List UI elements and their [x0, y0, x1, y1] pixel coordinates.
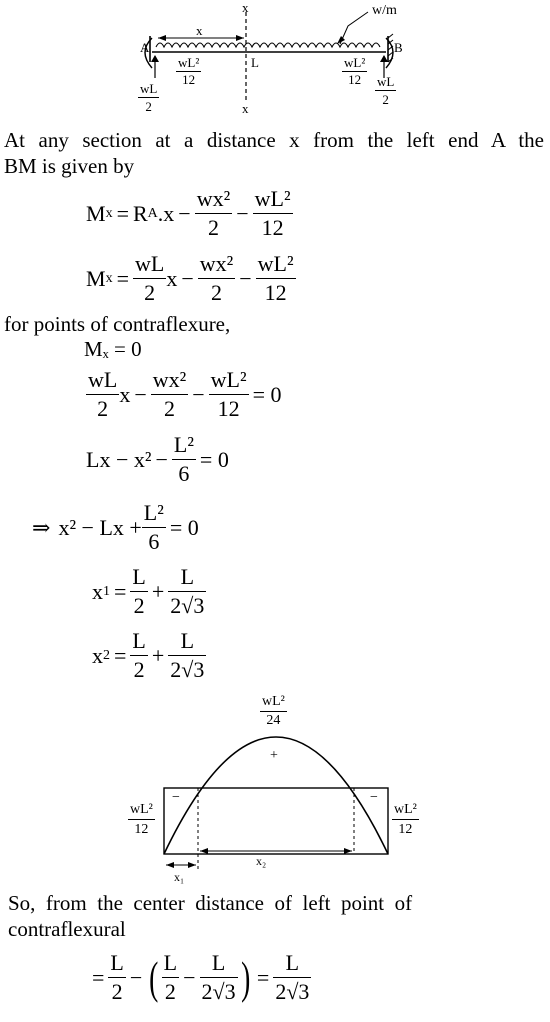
end-a-label: A — [140, 40, 150, 55]
end-b-label: B — [394, 40, 403, 55]
equation-6: x 1 = $\frac{L}{2}$ + $\frac{L}{2√3}$ — [92, 564, 205, 618]
equation-1: M x = R A .x − $\frac{\text{wx²}}{2}$ − $\frac{\text{wL²}}{12}$ — [86, 186, 291, 240]
equation-4: Lx − x² − $\frac{\text{L²}}{6}$ = 0 — [86, 432, 229, 486]
section-label-top: x — [242, 0, 249, 15]
plus-sign: + — [270, 748, 278, 763]
intro-line-2: BM is given by — [4, 154, 135, 178]
mx-zero: Mₓ = 0 — [84, 337, 142, 361]
left-moment-bm-fraction: $\frac{\text{wL²}}{12}$ — [130, 802, 153, 837]
distance-label: x — [196, 23, 203, 38]
beam-figure-svg — [0, 0, 550, 122]
equation-5: ⇒ x² − Lx + $\frac{\text{L²}}{6}$ = 0 — [32, 500, 199, 554]
conclusion-line-2: contraflexural — [8, 917, 126, 941]
mid-label: L — [251, 55, 259, 70]
load-label: w/m — [372, 3, 397, 18]
section-label-bottom: x — [242, 101, 249, 116]
right-moment-bm-fraction: $\frac{\text{wL²}}{12}$ — [394, 802, 417, 837]
equation-7: x 2 = $\frac{L}{2}$ + $\frac{L}{2√3}$ — [92, 628, 205, 682]
intro-line-1: At any section at a distance x from the left end A the — [4, 128, 544, 152]
minus-left: − — [172, 790, 180, 805]
left-moment-fraction: $\frac{\text{wL²}}{12}$ — [178, 55, 200, 87]
equation-8: = $\frac{L}{2}$ − ( $\frac{L}{2}$ − $\frac{L}{2√3}$ ) = $\frac{L}{2√3}$ — [92, 950, 310, 1004]
beam-figure — [0, 0, 550, 122]
minus-right: − — [370, 790, 378, 805]
right-moment-fraction: $\frac{\text{wL²}}{12}$ — [344, 55, 366, 87]
equation-3: $\frac{wL}{2}$ x − $\frac{\text{wx²}}{2}$ − $\frac{\text{wL²}}{12}$ = 0 — [88, 367, 282, 421]
left-reaction-fraction: $\frac{wL}{2}$ — [140, 81, 158, 114]
bm-diagram — [0, 690, 550, 890]
equation-2: M x = $\frac{wL}{2}$ x − $\frac{\text{wx²}}{2}$ − $\frac{\text{wL²}}{12}$ — [86, 251, 294, 305]
contraflexure-text: for points of contraflexure, — [4, 312, 231, 336]
peak-moment-fraction: $\frac{\text{wL²}}{24}$ — [262, 694, 285, 728]
udl-load — [156, 43, 380, 47]
conclusion-line-1: So, from the center distance of left point of — [8, 891, 413, 915]
x1-label: x₁ — [174, 870, 185, 884]
right-reaction-fraction: $\frac{wL}{2}$ — [377, 74, 395, 107]
x2-label: x₂ — [256, 854, 267, 868]
